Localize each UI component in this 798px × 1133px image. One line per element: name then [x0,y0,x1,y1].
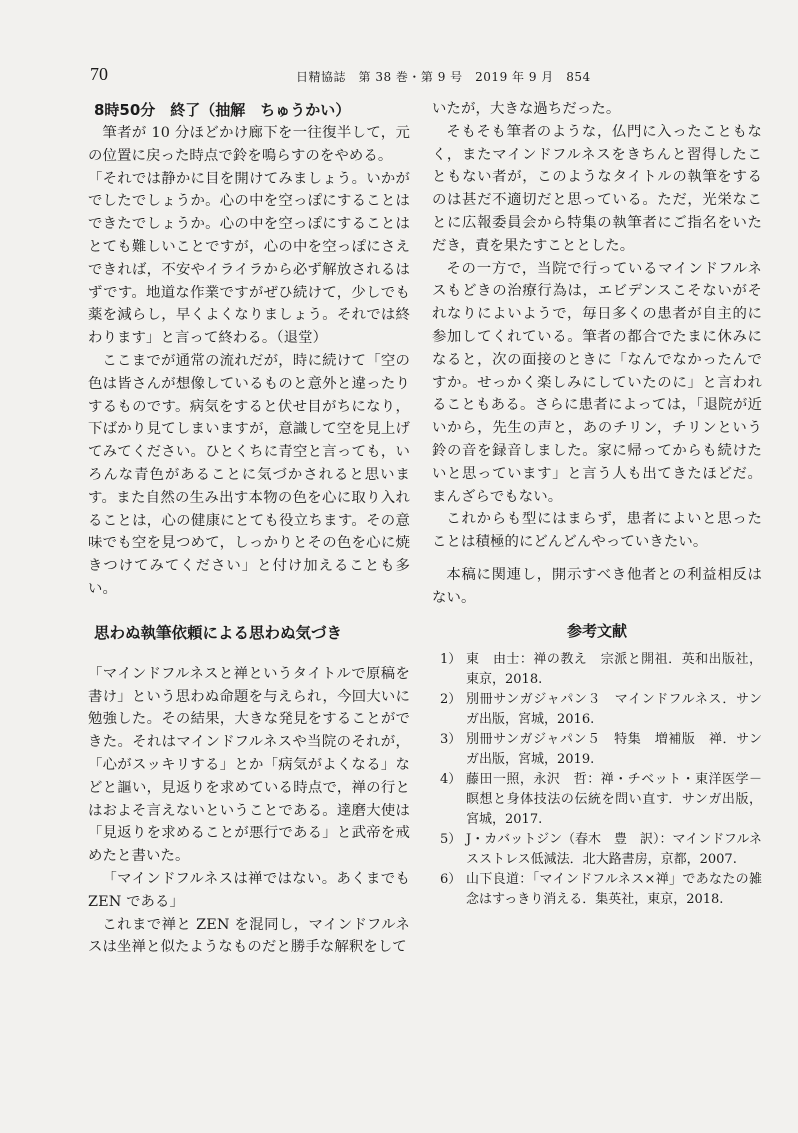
paragraph: 「マインドフルネスは禅ではない。あくまでも ZEN である」 [88,870,410,910]
reference-item [432,690,762,730]
paragraph: これからも型にはまらず，患者によいと思ったことは積極的にどんどんやっていきたい。 [432,511,762,551]
reference-text: J・カバットジン（春木 豊 訳）：マインドフルネスストレス低減法．北大路書房，京都，2007. [466,831,762,867]
reference-text: 別冊サンガジャパン５ 特集 増補版 禅．サンガ出版，宮城，2019. [466,731,762,767]
paragraph: 「マインドフルネスと禅というタイトルで原稿を書け」という思わぬ命題を与えられ，今回大いに勉強した。その結果，大きな発見をすることができた。それはマインドフルネスや当院のそれが，「心がスッキリする」とか「病気がよくなる」などと謳い，見返りを求めている時点で，禅の行とはおよそ言えないということである。達磨大使は「見返りを求めることが悪行である」と武帝を戒めたと書いた。 [88,665,410,865]
reference-item [432,830,762,870]
paragraph: これまで禅と ZEN を混同し，マインドフルネスは坐禅と似たようなものだと勝手な解釈をして [88,916,410,956]
reference-text: 別冊サンガジャパン３ マインドフルネス．サンガ出版，宮城，2016. [466,691,762,727]
reference-text: 東 由士：禅の教え 宗派と開祖．英和出版社，東京，2018. [466,651,762,687]
reference-text: 藤田一照，永沢 哲：禅・チベット・東洋医学－瞑想と身体技法の伝統を問い直す．サンガ出版，宮城，2017. [466,771,762,827]
reference-number: 5） [440,831,462,847]
reference-list [432,650,762,910]
right-column [432,98,762,910]
paragraph: 筆者が 10 分ほどかけ廊下を一往復半して，元の位置に戻った時点で鈴を鳴らすのをやめる。 [88,125,410,164]
reference-text: 山下良道：「マインドフルネス×禅」であなたの雑念はすっきり消える．集英社，東京，2018. [466,871,762,907]
reference-item [432,870,762,910]
section-heading: 思わぬ執筆依頼による思わぬ気づき [94,623,343,642]
reference-number: 2） [440,691,462,707]
page-number: 70 [90,64,108,84]
reference-item [432,730,762,770]
paragraph: その一方で，当院で行っているマインドフルネスもどきの治療行為は，エビデンスこそないがそれなりによいようで，毎日多くの患者が自主的に参加してくれている。筆者の都合でたまに休みになると，次の面接のときに「なんでなかったんですか。せっかく楽しみにしていたのに」と言われることもある。さらに患者によっては，「退院が近いから，先生の声と，あのチリン，チリンという鈴の音を録音しました。家に帰ってからも続けたいと思っています」と言う人も出てきたほどだ。まんざらでもない。 [432,260,762,505]
paragraph: ここまでが通常の流れだが，時に続けて「空の色は皆さんが想像しているものと意外と違ったりするものです。病気をすると伏せ目がちになり，下ばかり見てしまいますが，意識して空を見上げてみてください。ひとくちに青空と言っても，いろんな青色があることに気づかされると思います。また自然の生み出す本物の色を心に取り入れることは，心の健康にとても役立ちます。その意味でも空を見つめて，しっかりとその色を心に焼きつけてみてください」と付け加えることも多い。 [88,352,410,597]
reference-number: 4） [440,771,462,787]
paragraph: そもそも筆者のような，仏門に入ったこともなく，またマインドフルネスをきちんと習得したこともない者が，このようなタイトルの執筆をするのは甚だ不適切だと思っている。ただ，光栄なことに広報委員会から特集の執筆者にご指名をいただき，責を果たすこととした。 [432,123,762,254]
left-column [88,98,410,959]
reference-number: 1） [440,651,462,667]
paragraph: 「それでは静かに目を開けてみましょう。いかがでしたでしょうか。心の中を空っぽにすることはできたでしょうか。心の中を空っぽにすることはとても難しいことですが，心の中を空っぽにさえできれば，不安やイライラから必ず解放されるはずです。地道な作業ですがぜひ続けて，少しでも薬を減らし，早くよくなりましょう。それでは終わります」と言って終わる。（退堂） [88,170,410,347]
subheading-closing: 8時50分 終了（抽解 ちゅうかい） [94,101,351,119]
conflict-of-interest-statement: 本稿に関連し，開示すべき他者との利益相反はない。 [432,566,762,606]
reference-number: 3） [440,731,462,747]
references-heading: 参考文献 [566,621,627,640]
reference-number: 6） [440,871,462,887]
reference-item [432,650,762,690]
paragraph: いたが，大きな過ちだった。 [432,101,621,117]
reference-item [432,770,762,830]
running-head: 日精協誌 第 38 巻・第 9 号 2019 年 9 月 854 [296,70,591,84]
